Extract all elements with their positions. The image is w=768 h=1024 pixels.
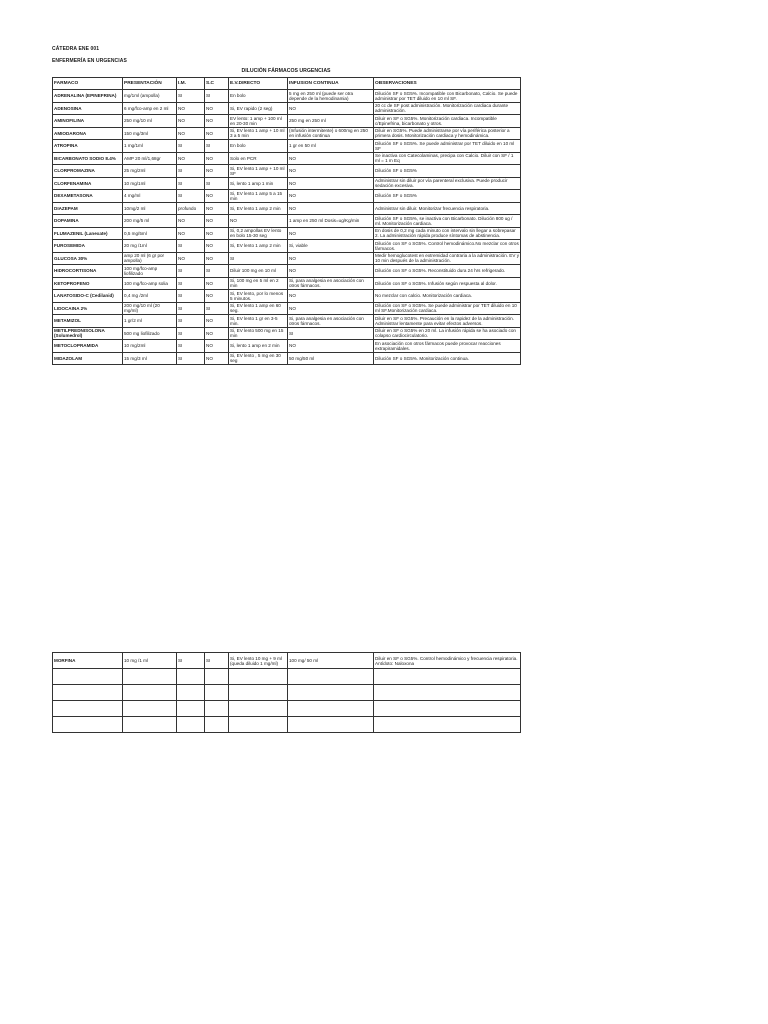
table-row: [53, 177, 521, 190]
table-cell: [288, 701, 374, 717]
column-header: I.M.: [177, 78, 205, 90]
table-row: [53, 669, 521, 685]
drug-name-cell: METAMIZOL: [53, 315, 123, 328]
table-cell: Si, EV lento , 5 mg en 30 seg: [229, 352, 288, 365]
table-cell: 200 mg/10 ml (20 mg/ml): [123, 302, 177, 315]
drug-name-cell: [53, 685, 123, 701]
drug-name-cell: FUROSEMIDA: [53, 240, 123, 253]
table-cell: Si, EV lento 1 amp 2 min: [229, 202, 288, 215]
table-cell: Diluir 100 mg en 10 ml: [229, 265, 288, 278]
table-cell: 100 mg/fco-amp solia: [123, 277, 177, 290]
table-cell: En bolo: [229, 90, 288, 103]
table-title: DILUCIÓN FÁRMACOS URGENCIAS: [241, 68, 331, 74]
table-row: [53, 240, 521, 253]
table-row: [53, 115, 521, 128]
table-cell: [288, 717, 374, 733]
table-cell: [229, 669, 288, 685]
column-header: FARMACO: [53, 78, 123, 90]
table-cell: NO: [288, 265, 374, 278]
table-row: [53, 717, 521, 733]
table-cell: NO: [205, 127, 229, 140]
table-cell: profundo: [177, 202, 205, 215]
table-cell: [374, 669, 521, 685]
table-cell: 4 mg/ml: [123, 190, 177, 203]
table-cell: NO: [205, 277, 229, 290]
table-cell: NO: [177, 215, 205, 228]
table-row: [53, 215, 521, 228]
drug-name-cell: [53, 669, 123, 685]
table-cell: Diluir en SF o SG5%. Control hemodinámico y frecuencia respiratoria. Antídoto: Naloxona: [374, 653, 521, 669]
drug-name-cell: [53, 701, 123, 717]
table-row: [53, 152, 521, 165]
table-cell: Si, EV lento, por lo menos 5 minutos.: [229, 290, 288, 303]
table-cell: NO: [205, 290, 229, 303]
table-cell: [177, 717, 205, 733]
table-cell: 1 amp en 250 ml Dosis=ug/Kg/min: [288, 215, 374, 228]
table-cell: 0,5 mg/5ml: [123, 227, 177, 240]
table-cell: En asociación con otros fármacos puede provocar reacciones extrapiramidales.: [374, 340, 521, 353]
table-cell: [229, 701, 288, 717]
table-cell: [123, 685, 177, 701]
table-row: [53, 140, 521, 153]
table-cell: NO: [205, 202, 229, 215]
table-cell: Dilución SF o SG5%. Monitorización continua.: [374, 352, 521, 365]
table-cell: 0,4 mg /2ml: [123, 290, 177, 303]
table-cell: EV lento: 1 amp + 100 ml en 20-30 min: [229, 115, 288, 128]
table-cell: 1 mg/1ml: [123, 140, 177, 153]
table-cell: Dilución SF o SG5%. Incompatible con Bicarbonato, Calcio. Se puede administrar por TET diluido en 10 ml SF.: [374, 90, 521, 103]
table-row: [53, 202, 521, 215]
table-cell: SI: [177, 327, 205, 340]
table-cell: 20 cc de SF post administración. Monitorización cardiaca durante administración.: [374, 102, 521, 115]
drug-name-cell: ADENOSINA: [53, 102, 123, 115]
table-cell: 100 mg/ 50 ml: [288, 653, 374, 669]
table-cell: NO: [288, 102, 374, 115]
drug-name-cell: AMIODARONA: [53, 127, 123, 140]
drug-name-cell: METOCLOPRAMIDA: [53, 340, 123, 353]
table-cell: Dilución con SF o SG5%. Se puede administrar por TET diluido en 10 ml SF.Monitorización cardiaca.: [374, 302, 521, 315]
table-cell: En bolo: [229, 140, 288, 153]
drug-name-cell: DEXAMETASONA: [53, 190, 123, 203]
table-cell: NO: [288, 177, 374, 190]
table-cell: Si, EV lento 1 amp en 60 seg.: [229, 302, 288, 315]
column-header: PRESENTACIÓN: [123, 78, 177, 90]
table-cell: 5 mg en 250 ml (puede ser otra depende de la hemodinamia): [288, 90, 374, 103]
drug-name-cell: DIAZEPAM: [53, 202, 123, 215]
table-cell: NO: [205, 327, 229, 340]
table-cell: SI: [205, 302, 229, 315]
table-cell: [123, 717, 177, 733]
extra-drug-table: [52, 652, 521, 733]
table-cell: Diluir en SG5%. Puede administrarse por vía periférica posterior a primera dosis. Monitorización cardiaca y hemodinámica.: [374, 127, 521, 140]
table-cell: SI: [177, 240, 205, 253]
drug-name-cell: FLUMAZENIL (Lanexate): [53, 227, 123, 240]
drug-name-cell: METILPREDNISOLONA (Solumedrol): [53, 327, 123, 340]
table-row: [53, 302, 521, 315]
table-cell: [288, 685, 374, 701]
table-cell: NO: [177, 127, 205, 140]
table-cell: 10 mg/2ml: [123, 340, 177, 353]
table-cell: [288, 669, 374, 685]
table-cell: 500 mg liofilizado: [123, 327, 177, 340]
table-cell: SI: [288, 327, 374, 340]
table-cell: [123, 701, 177, 717]
table-cell: [374, 717, 521, 733]
table-cell: SI: [177, 290, 205, 303]
table-cell: 25 mg/2ml: [123, 165, 177, 178]
table-row: [53, 327, 521, 340]
table-cell: SI: [177, 190, 205, 203]
table-cell: SI: [177, 277, 205, 290]
table-cell: [177, 669, 205, 685]
table-row: [53, 352, 521, 365]
drug-name-cell: HIDROCORTISONA: [53, 265, 123, 278]
drug-name-cell: ATROPINA: [53, 140, 123, 153]
table-row: [53, 290, 521, 303]
table-cell: 250 mg en 250 ml: [288, 115, 374, 128]
drug-name-cell: LIDOCAINA 2%: [53, 302, 123, 315]
table-cell: Si, EV lento 1 amp 2 min: [229, 240, 288, 253]
table-cell: NO: [177, 227, 205, 240]
table-cell: 10mg/2 ml: [123, 202, 177, 215]
table-cell: Diluir en SF o SG5% en 20 ml. La infusión rápida se ha asociado con colapso cardiocirculatorio.: [374, 327, 521, 340]
table-cell: NO: [177, 115, 205, 128]
table-row: [53, 315, 521, 328]
column-header: INFUSION CONTINUA: [288, 78, 374, 90]
table-cell: NO: [288, 290, 374, 303]
table-cell: NO: [205, 227, 229, 240]
drug-name-cell: CLORFENAMINA: [53, 177, 123, 190]
table-cell: Dilución SF o SG5%. Se puede administrar por TET diluido en 10 ml SF: [374, 140, 521, 153]
drug-name-cell: DOPAMINA: [53, 215, 123, 228]
table-cell: Dilución con SF o SG5%. Infusión según respuesta al dolor.: [374, 277, 521, 290]
table-cell: Administrar sin diluir por vía parenteral exclusiva. Puede producir sedación excesiva.: [374, 177, 521, 190]
drug-dilution-table: [52, 77, 521, 365]
table-cell: Si, EV rapido (2 seg): [229, 102, 288, 115]
table-cell: 10 mg /1 ml: [123, 653, 177, 669]
table-cell: Si, EV lento 1 amp + 10 ml 3 a 5 min: [229, 127, 288, 140]
table-row: [53, 653, 521, 669]
drug-name-cell: GLUCOSA 30%: [53, 252, 123, 265]
table-cell: NO: [205, 115, 229, 128]
table-cell: [123, 669, 177, 685]
table-cell: NO: [177, 102, 205, 115]
table-cell: Medir hemoglucotest en extremidad contraria a la administración. EV y 10 min después de la administración.: [375, 253, 520, 264]
table-cell: [205, 717, 229, 733]
table-cell: NO: [288, 227, 374, 240]
table-cell: 50 mg/50 ml: [288, 352, 374, 365]
table-cell: SI: [205, 177, 229, 190]
table-cell: [177, 701, 205, 717]
table-cell: SI: [205, 653, 229, 669]
table-cell: SI: [177, 177, 205, 190]
table-cell: SI: [205, 265, 229, 278]
table-cell: AMP 20 ml/1,68gr: [123, 152, 177, 165]
table-row: [53, 90, 521, 103]
table-cell: Dilución con SF o SG5%. Reconstituido dura 24 hrs refrigerado.: [374, 265, 521, 278]
table-cell: NO: [205, 190, 229, 203]
table-cell: 10 mg/1ml: [123, 177, 177, 190]
table-cell: [177, 685, 205, 701]
table-cell: NO: [288, 302, 374, 315]
table-cell: Si, EV lento 1 amp 5 a 15 min: [229, 190, 288, 203]
table-cell: [374, 685, 521, 701]
table-cell: NO: [205, 315, 229, 328]
table-cell: Diluir en SF o SG5%. Monitorización cardiaca. Incompatible c/Epinefrina, bicarbonato y otros.: [374, 115, 521, 128]
table-cell: [205, 701, 229, 717]
table-cell: SI: [177, 140, 205, 153]
table-cell: NO: [205, 340, 229, 353]
course-header: CÁTEDRA ENE 001: [52, 46, 100, 52]
table-cell: NO: [288, 202, 374, 215]
table-row: [53, 227, 521, 240]
table-cell: Solo en PCR: [229, 152, 288, 165]
table-cell: NO: [177, 252, 205, 265]
table-cell: Si, EV lento 10 mg + 9 ml (queda diluido 1 mg/ml): [229, 653, 288, 669]
table-cell: 1 gr/2 ml: [123, 315, 177, 328]
table-cell: Si, para analgesia en asociación con otros fármacos.: [288, 277, 374, 290]
table-row: [53, 277, 521, 290]
column-header: E.V.DIRECTO: [229, 78, 288, 90]
table-cell: 100 mg/fco-amp liofilizado: [123, 265, 177, 278]
table-cell: NO: [288, 190, 374, 203]
table-cell: NO: [205, 102, 229, 115]
table-cell: NO: [229, 215, 288, 228]
table-cell: Se inactiva con Catecolaminas, precipa con Calcio. Diluir con SF / 1 ml = 1 m Eq: [374, 152, 521, 165]
table-cell: [374, 701, 521, 717]
table-cell: Si, EV lento 1 gr en 3-5 min.: [229, 315, 288, 328]
table-cell: SI: [177, 653, 205, 669]
table-cell: Si, 0,2 ampollas EV lento en bolo 15-30 seg: [229, 227, 288, 240]
course-subheader: ENFERMERÍA EN URGENCIAS: [52, 58, 127, 64]
table-cell: SI: [177, 352, 205, 365]
table-row: [53, 190, 521, 203]
table-cell: 250 mg/10 ml: [123, 115, 177, 128]
drug-name-cell: [53, 717, 123, 733]
table-cell: SI: [177, 265, 205, 278]
drug-name-cell: ADRENALINA (EPINEFRINA): [53, 90, 123, 103]
table-cell: En dosis de 0,2 mg cada minuto con intervalo sin llegar a sobrepasar 2. La administración rápida produce síntomas de abstinencia.: [374, 227, 521, 240]
table-cell: 200 mg/5 ml: [123, 215, 177, 228]
table-cell: 15 mg/3 ml: [123, 352, 177, 365]
table-cell: amp 20 ml (6 gr por ampolla): [123, 252, 177, 265]
table-cell: SI: [205, 90, 229, 103]
table-header-row: [53, 78, 521, 90]
table-row: [53, 252, 521, 265]
table-cell: NO: [205, 152, 229, 165]
table-cell: 20 mg /1ml: [123, 240, 177, 253]
table-cell: NO: [205, 352, 229, 365]
drug-name-cell: BICARBONATO SODIO 8.4%: [53, 152, 123, 165]
table-cell: [205, 669, 229, 685]
table-cell: NO: [205, 240, 229, 253]
table-cell: Si, 100 mg en 5 ml en 2 min: [229, 277, 288, 290]
table-cell: Dilución SF o SG5%: [374, 165, 521, 178]
table-cell: Si, lento 1 amp en 2 min: [229, 340, 288, 353]
table-cell: SI: [177, 302, 205, 315]
table-cell: Dilución SF o SG5%: [374, 190, 521, 203]
table-row: [53, 265, 521, 278]
table-cell: Si, EV lento 500 mg en 15 min: [229, 327, 288, 340]
table-cell: NO: [205, 215, 229, 228]
table-cell: Si, EV lento 1 amp + 10 ml SF: [229, 165, 288, 178]
table-cell: Administrar sin diluir. Monitorizar frecuencia respiratoria.: [374, 202, 521, 215]
table-cell: (Infusión intermitente) o 600mg en 250 en infusión continua: [288, 127, 374, 140]
table-row: [53, 685, 521, 701]
table-cell: 6 mg/fco-amp en 2 ml: [123, 102, 177, 115]
table-cell: NO: [288, 340, 374, 353]
drug-name-cell: AMINOFILINA: [53, 115, 123, 128]
table-cell: Si, viable: [288, 240, 374, 253]
table-cell: NO: [288, 165, 374, 178]
table-cell: SI: [177, 315, 205, 328]
drug-name-cell: MORFINA: [53, 653, 123, 669]
table-cell: Dilución con SF o SG5%. Control hemodinámico.No mezclar con otros fármacos.: [375, 240, 519, 251]
column-header: S.C: [205, 78, 229, 90]
table-cell: Dilución SF o SG5%, se inactiva con Bicarbonato. Dilución 800 ug / ml. Monitorización cardiaca.: [374, 215, 521, 228]
table-cell: SI: [205, 140, 229, 153]
table-cell: 1 gr en 50 ml: [288, 140, 374, 153]
table-cell: SI: [177, 165, 205, 178]
drug-name-cell: LANATOSIDO-C (Cedilanid): [53, 290, 123, 303]
table-cell: NO: [177, 152, 205, 165]
table-cell: NO: [205, 252, 229, 265]
table-cell: Si, lento 1 amp 1 min: [229, 177, 288, 190]
table-cell: SI: [177, 340, 205, 353]
column-header: OBSERVACIONES: [374, 78, 521, 90]
table-cell: Diluir en SF o SG5%. Precaución en la rapidez de la administración. Administrar lentamente para evitar efectos adversos.: [374, 315, 521, 328]
table-cell: NO: [205, 165, 229, 178]
table-cell: NO: [288, 252, 374, 265]
table-row: [53, 165, 521, 178]
table-cell: [229, 685, 288, 701]
table-cell: SI: [229, 252, 288, 265]
table-row: [53, 102, 521, 115]
table-cell: NO: [288, 152, 374, 165]
table-row: [53, 340, 521, 353]
drug-name-cell: MIDAZOLAM: [53, 352, 123, 365]
table-cell: SI: [177, 90, 205, 103]
table-cell: 150 mg/3ml: [123, 127, 177, 140]
table-cell: mg/1ml (ampolla): [123, 90, 177, 103]
table-row: [53, 127, 521, 140]
table-cell: No mezclar con calcio. Monitorización cardiaca.: [374, 290, 521, 303]
table-cell: [205, 685, 229, 701]
table-cell: [229, 717, 288, 733]
table-cell: Si, para analgesia en asociación con otros fármacos.: [288, 315, 374, 328]
drug-name-cell: KETOPROFENO: [53, 277, 123, 290]
drug-name-cell: CLORPROMAZINA: [53, 165, 123, 178]
table-row: [53, 701, 521, 717]
